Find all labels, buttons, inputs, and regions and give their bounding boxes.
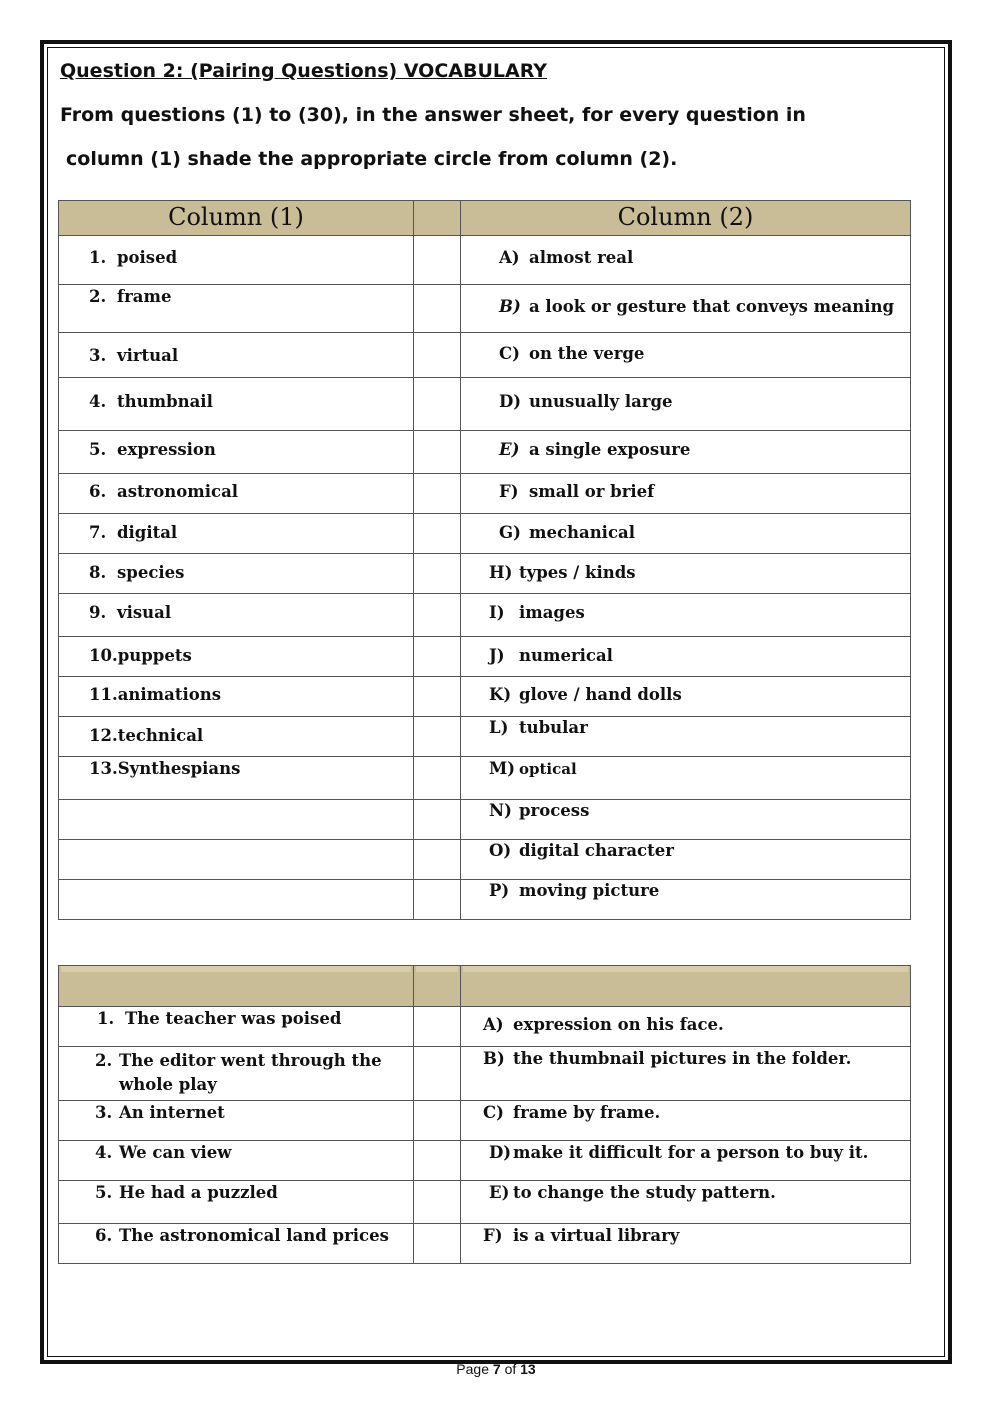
blank-cell bbox=[414, 637, 461, 677]
option-text: tubular bbox=[519, 718, 588, 737]
option-letter: B) bbox=[499, 297, 521, 316]
table-row bbox=[59, 1141, 911, 1181]
option-letter: D) bbox=[499, 392, 522, 411]
option-text: optical bbox=[519, 760, 577, 778]
option-text: process bbox=[519, 801, 590, 820]
sentence-start: The editor went through the bbox=[119, 1051, 382, 1070]
blank-cell bbox=[414, 554, 461, 594]
table-row bbox=[59, 1224, 911, 1264]
item-word: visual bbox=[117, 603, 172, 622]
option-letter: D) bbox=[489, 1143, 512, 1162]
footer-of-label: of bbox=[504, 1361, 517, 1377]
sentence-start: He had a puzzled bbox=[119, 1183, 278, 1202]
table-row bbox=[59, 333, 911, 378]
item-word: astronomical bbox=[117, 482, 239, 501]
sentence-number: 3. bbox=[95, 1103, 113, 1122]
option-text: frame by frame. bbox=[513, 1103, 661, 1122]
option-letter: A) bbox=[499, 248, 520, 267]
item-number: 7. bbox=[89, 523, 107, 542]
table-row bbox=[59, 840, 911, 880]
option-text: types / kinds bbox=[519, 563, 636, 582]
instructions-line-2: column (1) shade the appropriate circle from column (2). bbox=[66, 148, 678, 170]
sentence-start-line-2: whole play bbox=[119, 1075, 217, 1094]
option-letter: A) bbox=[483, 1015, 504, 1034]
option-text: small or brief bbox=[529, 482, 655, 501]
spacer-cell bbox=[414, 201, 461, 236]
table-row bbox=[59, 1007, 911, 1047]
footer-current-page: 7 bbox=[492, 1361, 501, 1377]
option-letter: F) bbox=[499, 482, 519, 501]
option-letter: M) bbox=[489, 759, 516, 778]
table-row bbox=[59, 431, 911, 474]
table-row bbox=[59, 757, 911, 800]
option-text: a single exposure bbox=[529, 440, 691, 459]
blank-cell bbox=[414, 514, 461, 554]
blank-cell bbox=[414, 1181, 461, 1224]
item-number: 4. bbox=[89, 392, 107, 411]
blank-cell bbox=[414, 757, 461, 800]
item-number: 12. bbox=[89, 726, 118, 745]
item-number: 11. bbox=[89, 685, 118, 704]
item-number: 13. bbox=[89, 759, 118, 778]
empty-cell bbox=[59, 800, 414, 840]
sentence-start: The astronomical land prices bbox=[119, 1226, 389, 1245]
item-word: digital bbox=[117, 523, 178, 542]
item-number: 2. bbox=[89, 287, 107, 306]
blank-cell bbox=[414, 1141, 461, 1181]
footer-total-pages: 13 bbox=[520, 1361, 536, 1377]
table-row bbox=[59, 1101, 911, 1141]
blank-cell bbox=[414, 474, 461, 514]
item-word: Synthespians bbox=[117, 759, 241, 778]
option-text: digital character bbox=[519, 841, 674, 860]
option-letter: C) bbox=[483, 1103, 504, 1122]
table-header-row bbox=[59, 201, 911, 236]
table-row bbox=[59, 717, 911, 757]
option-letter: O) bbox=[489, 841, 512, 860]
option-letter: K) bbox=[489, 685, 512, 704]
header-cell-right bbox=[461, 966, 911, 1007]
item-word: animations bbox=[117, 685, 222, 704]
table-row bbox=[59, 880, 911, 920]
blank-cell bbox=[414, 1007, 461, 1047]
table-row bbox=[59, 474, 911, 514]
question-title: Question 2: (Pairing Questions) VOCABULARY bbox=[60, 60, 548, 82]
sentence-start: The teacher was poised bbox=[125, 1009, 342, 1028]
option-letter: E) bbox=[499, 440, 520, 459]
option-letter: N) bbox=[489, 801, 512, 820]
item-word: puppets bbox=[117, 646, 192, 665]
table-row bbox=[59, 594, 911, 637]
sentence-start: An internet bbox=[119, 1103, 225, 1122]
option-text: on the verge bbox=[529, 344, 645, 363]
sentence-number: 5. bbox=[95, 1183, 113, 1202]
option-text: a look or gesture that conveys meaning bbox=[529, 297, 895, 316]
blank-cell bbox=[414, 1101, 461, 1141]
option-letter: P) bbox=[489, 881, 510, 900]
option-text: mechanical bbox=[529, 523, 635, 542]
option-text: almost real bbox=[529, 248, 634, 267]
item-word: technical bbox=[117, 726, 204, 745]
pairing-table-1 bbox=[58, 200, 911, 920]
blank-cell bbox=[414, 431, 461, 474]
table-row bbox=[59, 285, 911, 333]
option-letter: H) bbox=[489, 563, 513, 582]
option-text: glove / hand dolls bbox=[519, 685, 682, 704]
item-word: expression bbox=[117, 440, 216, 459]
table-row bbox=[59, 637, 911, 677]
page-footer bbox=[0, 1361, 992, 1377]
empty-cell bbox=[59, 880, 414, 920]
table-row bbox=[59, 1181, 911, 1224]
item-number: 5. bbox=[89, 440, 107, 459]
blank-cell bbox=[414, 1047, 461, 1101]
option-letter: F) bbox=[483, 1226, 503, 1245]
option-letter: C) bbox=[499, 344, 520, 363]
table-row bbox=[59, 514, 911, 554]
column-1-header: Column (1) bbox=[59, 201, 414, 236]
header-cell-left bbox=[59, 966, 414, 1007]
option-text: expression on his face. bbox=[513, 1015, 724, 1034]
instructions-line-1: From questions (1) to (30), in the answer sheet, for every question in bbox=[60, 104, 806, 126]
item-number: 9. bbox=[89, 603, 107, 622]
sentence-number: 6. bbox=[95, 1226, 113, 1245]
table-row bbox=[59, 554, 911, 594]
option-letter: I) bbox=[489, 603, 505, 622]
blank-cell bbox=[414, 378, 461, 431]
column-2-header: Column (2) bbox=[461, 201, 911, 236]
table-row bbox=[59, 1047, 911, 1101]
blank-cell bbox=[414, 677, 461, 717]
option-text: the thumbnail pictures in the folder. bbox=[513, 1049, 852, 1068]
option-text: images bbox=[519, 603, 585, 622]
item-word: species bbox=[117, 563, 185, 582]
item-number: 6. bbox=[89, 482, 107, 501]
option-text: numerical bbox=[519, 646, 613, 665]
option-text: make it difficult for a person to buy it. bbox=[513, 1143, 869, 1162]
blank-cell bbox=[414, 236, 461, 285]
option-letter: L) bbox=[489, 718, 509, 737]
blank-cell bbox=[414, 1224, 461, 1264]
table-row bbox=[59, 236, 911, 285]
blank-cell bbox=[414, 840, 461, 880]
item-word: frame bbox=[117, 287, 172, 306]
blank-cell bbox=[414, 880, 461, 920]
item-number: 8. bbox=[89, 563, 107, 582]
table-header-row bbox=[59, 966, 911, 1007]
blank-cell bbox=[414, 800, 461, 840]
option-text: is a virtual library bbox=[513, 1226, 680, 1245]
table-row bbox=[59, 378, 911, 431]
item-word: poised bbox=[117, 248, 178, 267]
option-letter: G) bbox=[499, 523, 521, 542]
item-number: 10. bbox=[89, 646, 118, 665]
sentence-number: 2. bbox=[95, 1051, 113, 1070]
pairing-table-2 bbox=[58, 965, 911, 1264]
item-number: 3. bbox=[89, 346, 107, 365]
table-row bbox=[59, 677, 911, 717]
header-cell-spacer bbox=[414, 966, 461, 1007]
item-number: 1. bbox=[89, 248, 107, 267]
sentence-start: We can view bbox=[119, 1143, 232, 1162]
item-word: thumbnail bbox=[117, 392, 213, 411]
blank-cell bbox=[414, 717, 461, 757]
option-letter: B) bbox=[483, 1049, 505, 1068]
sentence-number: 1. bbox=[97, 1009, 115, 1028]
sentence-number: 4. bbox=[95, 1143, 113, 1162]
option-letter: E) bbox=[489, 1183, 510, 1202]
option-text: to change the study pattern. bbox=[513, 1183, 776, 1202]
table-row bbox=[59, 800, 911, 840]
blank-cell bbox=[414, 285, 461, 333]
option-text: unusually large bbox=[529, 392, 673, 411]
footer-page-label: Page bbox=[456, 1361, 489, 1377]
empty-cell bbox=[59, 840, 414, 880]
option-letter: J) bbox=[489, 646, 505, 665]
blank-cell bbox=[414, 333, 461, 378]
blank-cell bbox=[414, 594, 461, 637]
item-word: virtual bbox=[117, 346, 179, 365]
option-text: moving picture bbox=[519, 881, 660, 900]
